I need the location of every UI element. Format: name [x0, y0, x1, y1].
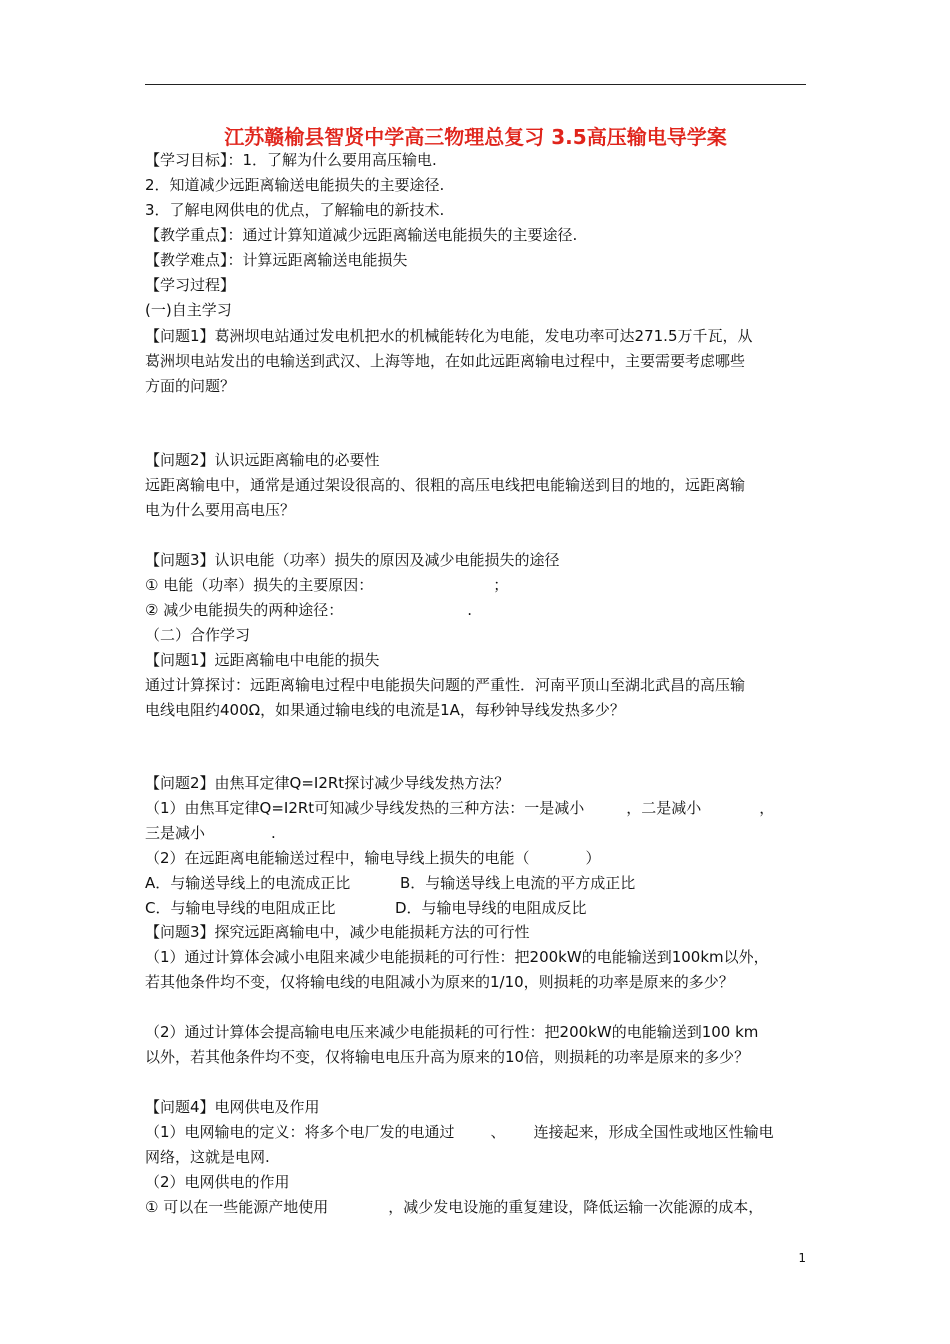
teaching-key-point: 【教学重点】：通过计算知道减少远距离输送电能损失的主要途径.: [145, 226, 578, 244]
second-method-label: ，二是减小: [626, 799, 702, 817]
teaching-difficulty: 【教学难点】：计算远距离输送电能损失: [145, 251, 408, 269]
coop-q4-line1: 【问题4】电网供电及作用: [145, 1098, 320, 1116]
option-a: A．与输送导线上的电流成正比: [145, 874, 351, 892]
coop-q3-line2: （1）通过计算体会减小电阻来减少电能损耗的可行性：把200kW的电能输送到100km以外，: [145, 948, 769, 966]
period: .: [271, 824, 276, 842]
self-q3-line2: [145, 575, 807, 595]
coop-q2-line3: [145, 823, 807, 843]
grid-benefit-rest: ，减少发电设施的重复建设，降低运输一次能源的成本，: [388, 1198, 764, 1216]
coop-q2-options-ab: [145, 873, 807, 893]
coop-q4-line3: 网络，这就是电网.: [145, 1148, 270, 1166]
coop-q1-line3: 电线电阻约400Ω，如果通过输电线的电流是1A，每秒钟导线发热多少？: [145, 701, 625, 719]
comma: ，: [759, 799, 775, 817]
header-rule: [145, 84, 806, 85]
close-paren: ）: [585, 849, 601, 867]
coop-q1-line2: 通过计算探讨：远距离输电过程中电能损失问题的严重性．河南平顶山至湖北武昌的高压输: [145, 676, 746, 694]
option-d: D．与输电导线的电阻成反比: [395, 899, 587, 917]
coop-q3-line5: 以外，若其他条件均不变，仅将输电电压升高为原来的10倍，则损耗的功率是原来的多少？: [145, 1048, 750, 1066]
coop-q2-line4: [145, 848, 807, 868]
grid-definition-label: （1）电网输电的定义：将多个电厂发的电通过: [145, 1123, 455, 1141]
self-q1-line1: 【问题1】葛洲坝电站通过发电机把水的机械能转化为电能，发电功率可达271.5万千瓦，从: [145, 327, 753, 345]
coop-q4-line2: [145, 1122, 807, 1142]
semicolon: ；: [493, 576, 509, 594]
coop-q2-line2: [145, 798, 807, 818]
self-q2-line2: 远距离输电中，通常是通过架设很高的、很粗的高压电线把电能输送到目的地的，远距离输: [145, 476, 746, 494]
page-title: 江苏赣榆县智贤中学高三物理总复习 3.5高压输电导学案: [224, 125, 727, 149]
learning-goal-1: 【学习目标】：1．了解为什么要用高压输电.: [145, 151, 437, 169]
third-method-label: 三是减小: [145, 824, 206, 842]
self-q1-line3: 方面的问题？: [145, 377, 236, 395]
coop-q3-line1: 【问题3】探究远距离输电中，减少电能损耗方法的可行性: [145, 923, 530, 941]
option-b: B．与输送导线上电流的平方成正比: [400, 874, 636, 892]
self-q2-line3: 电为什么要用高电压？: [145, 501, 296, 519]
grid-definition-rest: 连接起来，形成全国性或地区性输电: [533, 1123, 774, 1141]
self-q2-line1: 【问题2】认识远距离输电的必要性: [145, 451, 380, 469]
learning-goal-3: 3．了解电网供电的优点，了解输电的新技术.: [145, 201, 445, 219]
self-study-heading: (一)自主学习: [145, 301, 232, 319]
coop-q3-line3: 若其他条件均不变，仅将输电线的电阻减小为原来的1/10，则损耗的功率是原来的多少？: [145, 973, 734, 991]
learning-goal-2: 2．知道减少远距离输送电能损失的主要途径.: [145, 176, 445, 194]
enum-comma: 、: [490, 1123, 506, 1141]
self-q3-line3: [145, 600, 807, 620]
reduce-loss-label: ② 减少电能损失的两种途径：: [145, 601, 344, 619]
self-q1-line2: 葛洲坝电站发出的电输送到武汉、上海等地，在如此远距离输电过程中，主要需要考虑哪些: [145, 352, 746, 370]
coop-q2-line1: 【问题2】由焦耳定律Q=I2Rt探讨减少导线发热方法？: [145, 774, 510, 792]
question-stem: （2）在远距离电能输送过程中，输电导线上损失的电能（: [145, 849, 530, 867]
page-number: 1: [798, 1251, 806, 1265]
coop-q3-line4: （2）通过计算体会提高输电电压来减少电能损耗的可行性：把200kW的电能输送到100 km: [145, 1023, 759, 1041]
coop-q4-line5: [145, 1197, 807, 1217]
loss-cause-label: ① 电能（功率）损失的主要原因：: [145, 576, 374, 594]
option-c: C．与输电导线的电阻成正比: [145, 899, 336, 917]
coop-heading: （二）合作学习: [145, 626, 251, 644]
grid-benefit-label: ① 可以在一些能源产地使用: [145, 1198, 329, 1216]
period: .: [467, 601, 472, 619]
coop-q4-line4: （2）电网供电的作用: [145, 1173, 290, 1191]
joule-methods-label: （1）由焦耳定律Q=I2Rt可知减少导线发热的三种方法：一是减小: [145, 799, 585, 817]
self-q3-line1: 【问题3】认识电能（功率）损失的原因及减少电能损失的途径: [145, 551, 560, 569]
process-heading: 【学习过程】: [145, 276, 236, 294]
coop-q1-line1: 【问题1】远距离输电中电能的损失: [145, 651, 380, 669]
coop-q2-options-cd: [145, 898, 807, 918]
